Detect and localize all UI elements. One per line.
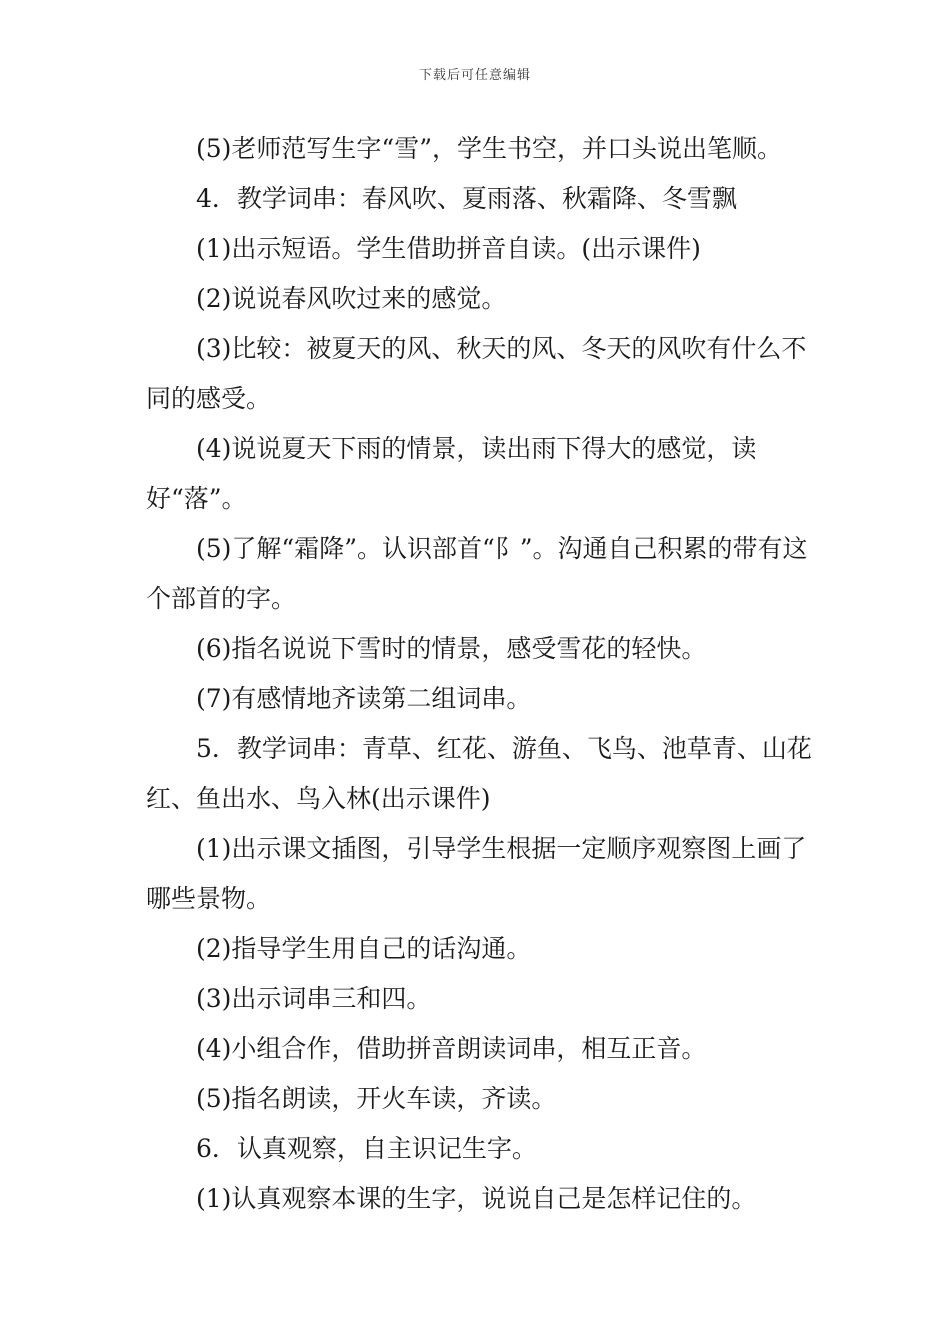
page-header: 下载后可任意编辑	[418, 68, 531, 83]
paragraph-13: (3)出示词串三和四。	[196, 984, 432, 1013]
paragraph-3: (1)出示短语。学生借助拼音自读。(出示课件)	[196, 234, 701, 263]
paragraph-9: (7)有感情地齐读第二组词串。	[196, 684, 532, 713]
paragraph-17: (1)认真观察本课的生字，说说自己是怎样记住的。	[196, 1184, 757, 1213]
paragraph-14: (4)小组合作，借助拼音朗读词串，相互正音。	[196, 1034, 707, 1063]
document-body	[146, 124, 814, 1224]
paragraph-11: (1)出示课文插图，引导学生根据一定顺序观察图上画了哪些景物。	[146, 834, 807, 913]
paragraph-10: 5．教学词串：青草、红花、游鱼、飞鸟、池草青、山花红、鱼出水、鸟入林(出示课件)	[146, 734, 812, 813]
paragraph-7: (5)了解“霜降”。认识部首“阝”。沟通自己积累的带有这个部首的字。	[146, 534, 808, 613]
paragraph-6: (4)说说夏天下雨的情景，读出雨下得大的感觉，读好“落”。	[146, 434, 757, 513]
paragraph-1: (5)老师范写生字“雪”，学生书空，并口头说出笔顺。	[196, 134, 782, 163]
paragraph-16: 6．认真观察，自主识记生字。	[196, 1134, 537, 1163]
paragraph-2: 4．教学词串：春风吹、夏雨落、秋霜降、冬雪飘	[196, 184, 737, 213]
paragraph-12: (2)指导学生用自己的话沟通。	[196, 934, 532, 963]
paragraph-15: (5)指名朗读，开火车读，齐读。	[196, 1084, 557, 1113]
paragraph-5: (3)比较：被夏天的风、秋天的风、冬天的风吹有什么不同的感受。	[146, 334, 807, 413]
paragraph-8: (6)指名说说下雪时的情景，感受雪花的轻快。	[196, 634, 707, 663]
paragraph-4: (2)说说春风吹过来的感觉。	[196, 284, 507, 313]
